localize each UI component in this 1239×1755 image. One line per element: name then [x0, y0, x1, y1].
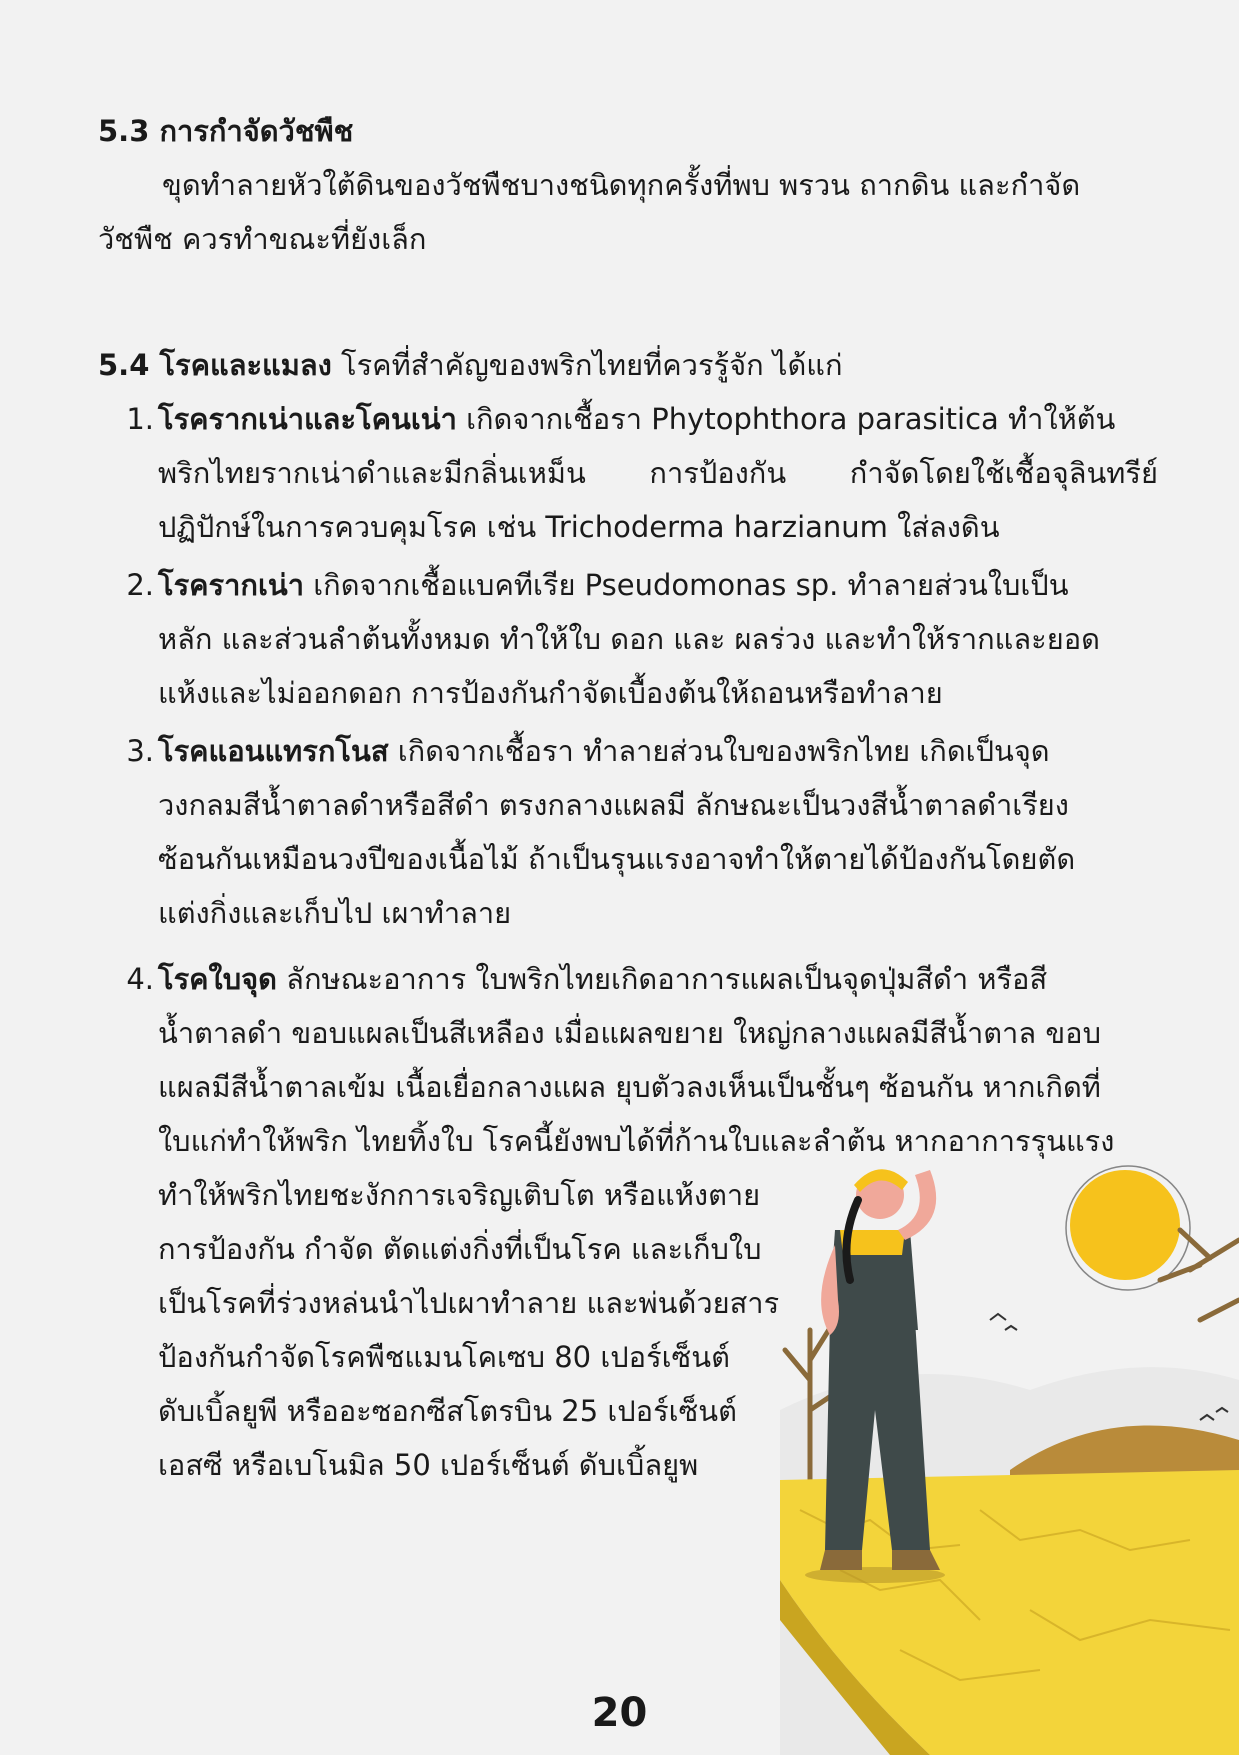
list-item-4-line-6: การป้องกัน กำจัด ตัดแต่งกิ่งที่เป็นโรค และเก็บใบ: [158, 1232, 762, 1266]
section-5-4-heading-bold: 5.4 โรคและแมลง: [98, 348, 332, 382]
page-number: 20: [591, 1690, 648, 1736]
section-5-3-line-1: ขุดทำลายหัวใต้ดินของวัชพืชบางชนิดทุกครั้งที่พบ พรวน ถากดิน และกำจัด: [162, 168, 1081, 202]
disease-title: โรครากเน่าและโคนเน่า: [158, 402, 457, 436]
list-item-4-line-8: ป้องกันกำจัดโรคพืชแมนโคเซบ 80 เปอร์เซ็นต์: [158, 1340, 730, 1374]
list-item-4-line-1: [158, 952, 1047, 1006]
list-item-4-line-9: ดับเบิ้ลยูพี หรืออะซอกซีสโตรบิน 25 เปอร์เซ็นต์: [158, 1394, 737, 1428]
list-number: 1.: [126, 402, 154, 436]
list-item-text: เกิดจากเชื้อแบคทีเรีย Pseudomonas sp. ทำลายส่วนใบเป็น: [304, 568, 1069, 602]
section-5-4-heading-rest: โรคที่สำคัญของพริกไทยที่ควรรู้จัก ได้แก่: [331, 348, 843, 382]
list-item-2-line-2: หลัก และส่วนลำต้นทั้งหมด ทำให้ใบ ดอก และ ผลร่วง และทำให้รากและยอด: [158, 622, 1100, 656]
list-item-2-line-3: แห้งและไม่ออกดอก การป้องกันกำจัดเบื้องต้นให้ถอนหรือทำลาย: [158, 676, 943, 710]
list-item-4-line-3: แผลมีสีน้ำตาลเข้ม เนื้อเยื่อกลางแผล ยุบตัวลงเห็นเป็นชั้นๆ ซ้อนกัน หากเกิดที่: [158, 1070, 1101, 1104]
list-item-4-line-10: เอสซี หรือเบโนมิล 50 เปอร์เซ็นต์ ดับเบิ้ลยูพ: [158, 1448, 699, 1482]
list-item-3-line-1: [158, 724, 1050, 778]
list-item-1-line-3: ปฏิปักษ์ในการควบคุมโรค เช่น Trichoderma harzianum ใส่ลงดิน: [158, 510, 1000, 544]
list-item-text: ลักษณะอาการ ใบพริกไทยเกิดอาการแผลเป็นจุดปุ่มสีดำ หรือสี: [276, 962, 1048, 996]
section-5-4-heading: [98, 338, 843, 392]
list-number: 2.: [126, 568, 154, 602]
list-item-4-line-2: น้ำตาลดำ ขอบแผลเป็นสีเหลือง เมื่อแผลขยาย ใหญ่กลางแผลมีสีน้ำตาล ขอบ: [158, 1016, 1101, 1050]
disease-title: โรคใบจุด: [158, 962, 277, 996]
section-5-3-heading: 5.3 การกำจัดวัชพืช: [98, 114, 354, 148]
sun-icon: [1070, 1170, 1180, 1280]
list-item-text: เกิดจากเชื้อรา ทำลายส่วนใบของพริกไทย เกิดเป็นจุด: [388, 734, 1050, 768]
disease-title: โรคแอนแทรกโนส: [158, 734, 389, 768]
list-item-3-line-4: แต่งกิ่งและเก็บไป เผาทำลาย: [158, 896, 512, 930]
disease-title: โรครากเน่า: [158, 568, 304, 602]
list-number: 3.: [126, 734, 154, 768]
list-item-3-line-2: วงกลมสีน้ำตาลดำหรือสีดำ ตรงกลางแผลมี ลักษณะเป็นวงสีน้ำตาลดำเรียง: [158, 788, 1069, 822]
list-item-1-line-1: [158, 392, 1115, 446]
list-item-4-line-5: ทำให้พริกไทยชะงักการเจริญเติบโต หรือแห้งตาย: [158, 1178, 761, 1212]
list-item-text: เกิดจากเชื้อรา Phytophthora parasitica ทำให้ต้น: [456, 402, 1116, 436]
section-5-3-line-2: วัชพืช ควรทำขณะที่ยังเล็ก: [98, 222, 427, 256]
farmer-drought-illustration: [780, 1150, 1239, 1755]
list-item-4-line-7: เป็นโรคที่ร่วงหล่นนำไปเผาทำลาย และพ่นด้วยสาร: [158, 1286, 780, 1320]
list-number: 4.: [126, 962, 154, 996]
list-item-3-line-3: ซ้อนกันเหมือนวงปีของเนื้อไม้ ถ้าเป็นรุนแรงอาจทำให้ตายได้ป้องกันโดยตัด: [158, 842, 1076, 876]
list-item-4-line-4: ใบแก่ทำให้พริก ไทยทิ้งใบ โรคนี้ยังพบได้ที่ก้านใบและลำต้น หากอาการรุนแรง: [158, 1124, 1115, 1158]
list-item-2-line-1: [158, 558, 1069, 612]
list-item-1-line-2: พริกไทยรากเน่าดำและมีกลิ่นเหม็น การป้องกัน กำจัดโดยใช้เชื้อจุลินทรีย์: [158, 456, 1158, 490]
